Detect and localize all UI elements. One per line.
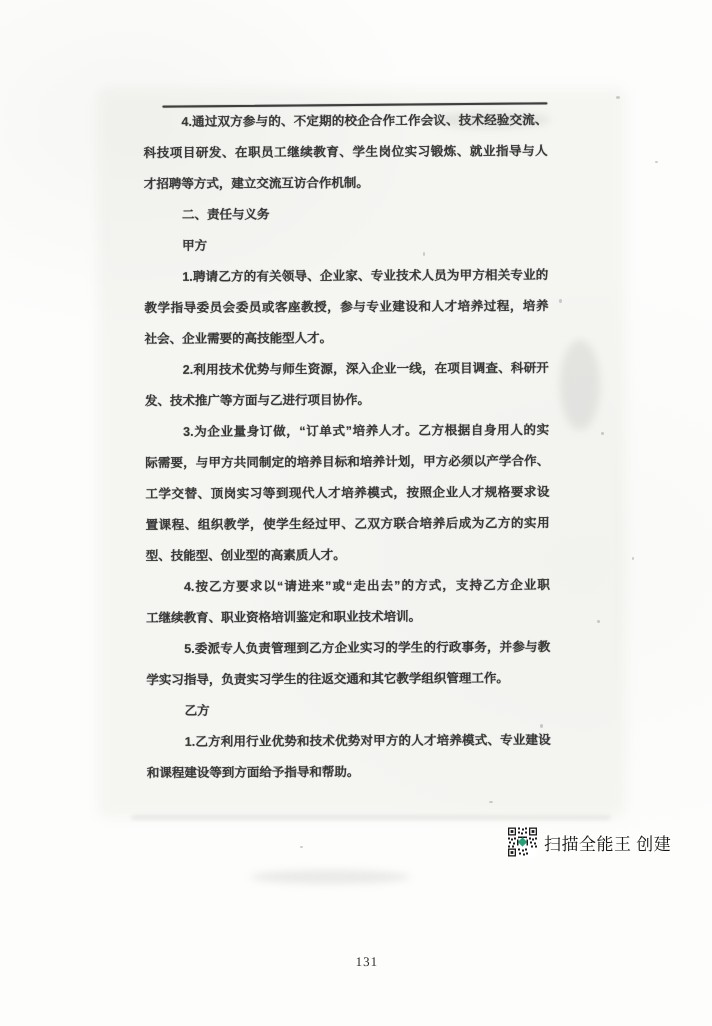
- text-line: 际需要，与甲方共同制定的培养目标和培养计划，甲方必须以产学合作、: [145, 453, 550, 471]
- text-line: 发、技术推广等方面与乙进行项目协作。: [144, 392, 371, 409]
- text-line: 2.利用技术优势与师生资源，深入企业一线，在项目调查、科研开: [182, 360, 549, 377]
- text-line: 二、责任与义务: [181, 207, 270, 222]
- text-line: 甲方: [182, 238, 208, 253]
- text-line: 工继续教育、职业资格培训鉴定和职业技术培训。: [146, 609, 422, 626]
- camscanner-credit: [508, 827, 671, 857]
- text-line: 科技项目研发、在职员工继续教育、学生岗位实习锻炼、就业指导与人: [143, 143, 548, 161]
- text-line: 工学交替、顶岗实习等到现代人才培养模式，按照企业人才规格要求设: [145, 484, 550, 502]
- text-line: 型、技能型、创业型的高素质人才。: [145, 548, 346, 564]
- text-line: 1.聘请乙方的有关领导、企业家、专业技术人员为甲方相关专业的: [182, 267, 549, 284]
- text-line: 5.委派专人负责管理到乙方企业实习的学生的行政事务，并参与教: [184, 639, 551, 656]
- text-line: 1.乙方利用行业优势和技术优势对甲方的人才培养模式、专业建设: [184, 732, 551, 749]
- text-line: 教学指导委员会委员或客座教授，参与专业建设和人才培养过程，培养: [144, 298, 549, 316]
- text-line: 3.为企业量身订做，“订单式”培养人才。乙方根据自身用人的实: [183, 422, 550, 439]
- text-line: 置课程、组织教学，使学生经过甲、乙双方联合培养后成为乙方的实用: [145, 515, 550, 533]
- camscanner-qr-icon: [508, 827, 537, 857]
- text-line: 乙方: [184, 703, 210, 718]
- document-text: [143, 105, 551, 789]
- text-line: 才招聘等方式，建立交流互访合作机制。: [143, 175, 369, 192]
- text-line: 4.按乙方要求以“请进来”或“走出去”的方式，支持乙方企业职: [183, 577, 550, 594]
- text-line: 和课程建设等到方面给予指导和帮助。: [146, 764, 360, 781]
- text-line: 4.通过双方参与的、不定期的校企合作工作会议、技术经验交流、: [181, 112, 548, 129]
- text-line: 学实习指导，负责实习学生的往返交通和其它教学组织管理工作。: [146, 671, 509, 688]
- camscanner-credit-label: 扫描全能王 创建: [544, 834, 672, 854]
- text-line: 社会、企业需要的高技能型人才。: [144, 331, 333, 347]
- page-number: 131: [355, 953, 379, 970]
